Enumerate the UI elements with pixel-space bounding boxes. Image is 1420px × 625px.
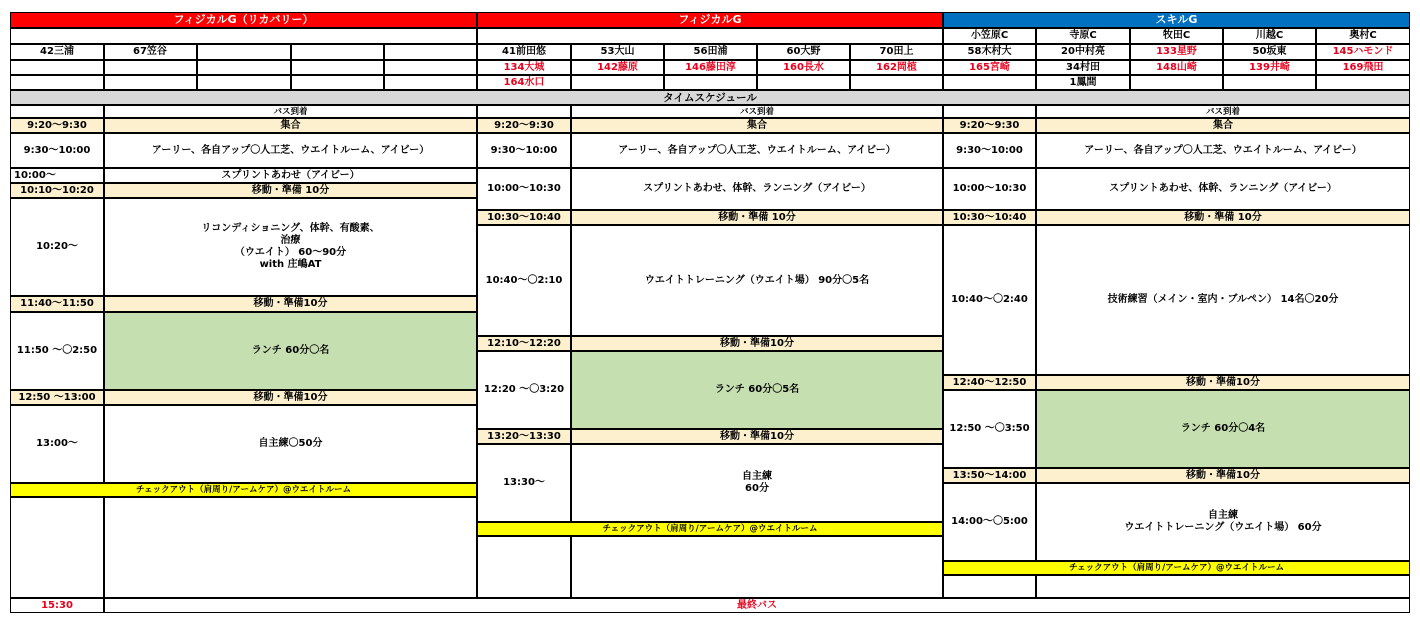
player-cell: 162岡植 <box>850 60 943 75</box>
time-cell: 9:20～9:30 <box>477 118 571 133</box>
activity-skill-practice: 技術練習（メイン・室内・ブルペン） 14名〇20分 <box>1036 225 1410 375</box>
player-cell: 146藤田淳 <box>664 60 757 75</box>
time-cell: 10:40～〇2:40 <box>943 225 1036 375</box>
activity-recondition: リコンディショニング、体幹、有酸素、 治療 （ウエイト） 60～90分 with 庄嶋AT <box>104 198 477 296</box>
time-cell: 9:30～10:00 <box>943 133 1036 168</box>
empty-cell <box>197 60 291 75</box>
empty-cell <box>197 75 291 90</box>
activity-gather: 集合 <box>104 118 477 133</box>
time-cell: 10:20～ <box>10 198 104 296</box>
empty-cell <box>477 105 571 118</box>
empty-cell <box>10 75 104 90</box>
time-cell: 12:10～12:20 <box>477 336 571 351</box>
checkout-banner: チェックアウト（肩周り/アームケア）@ウエイトルーム <box>477 522 943 536</box>
player-cell: 34村田 <box>1036 60 1130 75</box>
bus-arrival-label: バス到着 <box>104 105 477 118</box>
activity-sprint: スプリントあわせ（アイビー） <box>104 168 477 183</box>
empty-cell <box>943 75 1036 90</box>
player-cell: 142藤原 <box>571 60 664 75</box>
time-cell: 9:20～9:30 <box>10 118 104 133</box>
player-cell: 20中村亮 <box>1036 44 1130 60</box>
time-cell: 10:30～10:40 <box>477 210 571 225</box>
activity-gather: 集合 <box>1036 118 1410 133</box>
activity-move: 移動・準備10分 <box>1036 468 1410 483</box>
player-cell: 70田上 <box>850 44 943 60</box>
activity-move: 移動・準備10分 <box>571 429 943 444</box>
time-cell: 10:10～10:20 <box>10 183 104 198</box>
player-cell: 134大城 <box>477 60 571 75</box>
player-cell: 145ハモンド <box>1316 44 1410 60</box>
time-cell: 13:30～ <box>477 444 571 522</box>
time-cell: 12:50 ～13:00 <box>10 390 104 405</box>
activity-self-practice: 自主練 60分 <box>571 444 943 522</box>
player-cell: 58木村大 <box>943 44 1036 60</box>
empty-cell <box>197 44 291 60</box>
empty-cell <box>757 75 850 90</box>
bus-arrival-label: バス到着 <box>1036 105 1410 118</box>
time-cell: 12:50 ～〇3:50 <box>943 390 1036 468</box>
player-cell: 50坂東 <box>1223 44 1316 60</box>
activity-self-practice: 自主練〇50分 <box>104 405 477 483</box>
coach-cell: 牧田C <box>1130 28 1223 44</box>
activity-move: 移動・準備10分 <box>1036 375 1410 390</box>
coach-cell: 川越C <box>1223 28 1316 44</box>
empty-cell <box>943 575 1036 598</box>
time-cell: 10:00～10:30 <box>943 168 1036 210</box>
blank-row-recovery <box>10 28 477 44</box>
blank-row-physical <box>477 28 943 44</box>
player-cell: 165宮崎 <box>943 60 1036 75</box>
activity-weight-training: ウエイトトレーニング（ウエイト場） 90分〇5名 <box>571 225 943 336</box>
empty-cell <box>384 75 477 90</box>
group-header-physical-recovery: フィジカルG（リカバリー） <box>10 12 477 28</box>
time-cell: 10:40～〇2:10 <box>477 225 571 336</box>
activity-lunch: ランチ 60分〇5名 <box>571 351 943 429</box>
coach-cell: 小笠原C <box>943 28 1036 44</box>
activity-move: 移動・準備 10分 <box>571 210 943 225</box>
empty-cell <box>943 105 1036 118</box>
empty-cell <box>10 105 104 118</box>
empty-cell <box>384 60 477 75</box>
group-header-physical: フィジカルG <box>477 12 943 28</box>
activity-warmup: アーリー、各自アップ〇人工芝、ウエイトルーム、アイビー） <box>104 133 477 168</box>
empty-cell <box>104 75 197 90</box>
player-cell: 1鳳間 <box>1036 75 1130 90</box>
group-header-skill: スキルG <box>943 12 1410 28</box>
time-cell: 9:30～10:00 <box>10 133 104 168</box>
player-cell: 139井崎 <box>1223 60 1316 75</box>
empty-cell <box>477 536 571 598</box>
empty-cell <box>104 60 197 75</box>
empty-cell <box>1316 75 1410 90</box>
time-cell: 11:40～11:50 <box>10 296 104 312</box>
player-cell: 169飛田 <box>1316 60 1410 75</box>
final-bus-time: 15:30 <box>10 598 104 613</box>
time-cell: 13:20～13:30 <box>477 429 571 444</box>
activity-move: 移動・準備 10分 <box>104 183 477 198</box>
activity-self-practice: 自主練 ウエイトトレーニング（ウエイト場） 60分 <box>1036 483 1410 561</box>
time-cell: 9:20～9:30 <box>943 118 1036 133</box>
empty-cell <box>571 536 943 598</box>
empty-cell <box>10 60 104 75</box>
player-cell: 160長水 <box>757 60 850 75</box>
time-cell: 10:00～ <box>10 168 104 183</box>
time-cell: 14:00～〇5:00 <box>943 483 1036 561</box>
activity-warmup: アーリー、各自アップ〇人工芝、ウエイトルーム、アイビー） <box>571 133 943 168</box>
player-cell: 133星野 <box>1130 44 1223 60</box>
empty-cell <box>571 75 664 90</box>
time-cell: 12:20 ～〇3:20 <box>477 351 571 429</box>
player-cell: 164水口 <box>477 75 571 90</box>
activity-lunch: ランチ 60分〇4名 <box>1036 390 1410 468</box>
empty-cell <box>384 44 477 60</box>
empty-cell <box>291 44 384 60</box>
player-cell: 60大野 <box>757 44 850 60</box>
coach-cell: 奥村C <box>1316 28 1410 44</box>
activity-warmup: アーリー、各自アップ〇人工芝、ウエイトルーム、アイビー） <box>1036 133 1410 168</box>
player-cell: 42三浦 <box>10 44 104 60</box>
time-cell: 13:00～ <box>10 405 104 483</box>
empty-cell <box>1036 575 1410 598</box>
player-cell: 41前田悠 <box>477 44 571 60</box>
final-bus-label: 最終バス <box>104 598 1410 613</box>
activity-move: 移動・準備 10分 <box>1036 210 1410 225</box>
checkout-banner: チェックアウト（肩周り/アームケア）@ウエイトルーム <box>943 561 1410 575</box>
activity-move: 移動・準備10分 <box>104 390 477 405</box>
activity-move: 移動・準備10分 <box>104 296 477 312</box>
time-cell: 10:30～10:40 <box>943 210 1036 225</box>
empty-cell <box>10 497 104 598</box>
coach-cell: 寺原C <box>1036 28 1130 44</box>
player-cell: 56田浦 <box>664 44 757 60</box>
empty-cell <box>291 75 384 90</box>
time-cell: 9:30～10:00 <box>477 133 571 168</box>
activity-lunch: ランチ 60分〇名 <box>104 312 477 390</box>
player-cell: 67笠谷 <box>104 44 197 60</box>
empty-cell <box>1130 75 1223 90</box>
bus-arrival-label: バス到着 <box>571 105 943 118</box>
activity-sprint: スプリントあわせ、体幹、ランニング（アイビー） <box>571 168 943 210</box>
empty-cell <box>291 60 384 75</box>
time-cell: 13:50～14:00 <box>943 468 1036 483</box>
activity-move: 移動・準備10分 <box>571 336 943 351</box>
empty-cell <box>1223 75 1316 90</box>
empty-cell <box>850 75 943 90</box>
time-cell: 12:40～12:50 <box>943 375 1036 390</box>
checkout-banner: チェックアウト（肩周り/アームケア）@ウエイトルーム <box>10 483 477 497</box>
schedule-title: タイムスケジュール <box>10 90 1410 105</box>
time-cell: 10:00～10:30 <box>477 168 571 210</box>
activity-sprint: スプリントあわせ、体幹、ランニング（アイビー） <box>1036 168 1410 210</box>
empty-cell <box>664 75 757 90</box>
player-cell: 148山崎 <box>1130 60 1223 75</box>
player-cell: 53大山 <box>571 44 664 60</box>
empty-cell <box>104 497 477 598</box>
time-cell: 11:50 ～〇2:50 <box>10 312 104 390</box>
activity-gather: 集合 <box>571 118 943 133</box>
